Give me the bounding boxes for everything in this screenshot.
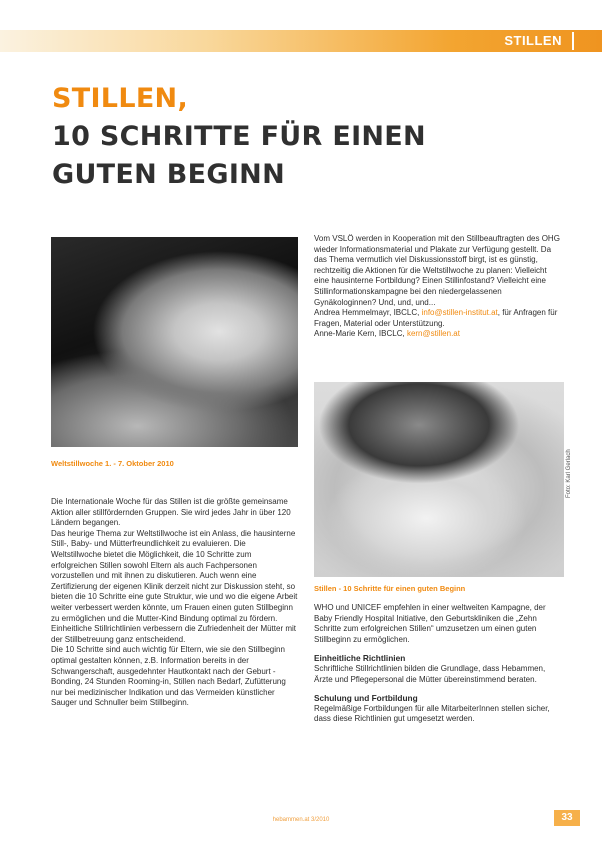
- paragraph: Das heurige Thema zur Weltstillwoche ist ein Anlass, die hausinterne Still-, Baby- und Mütterfreundlichkeit zu evaluieren. Die Weltstillwoche bietet die Möglichkeit, die 10 Schritte zum erfolgreichen Stillen sowohl Eltern als auch Fachpersonen vorzustellen und mit ihnen zu diskutieren. Auch wenn eine Zertifizierung der eigenen Klinik derzeit nicht zur Diskussion steht, so bieten die 10 Schritte eine gute Struktur, wie und wo die eigene Arbeit weiter verbessert werden könnte, um Frauen einen guten Stillbeginn zu ermöglichen und die Mutter-Kind Bindung optimal zu fördern. Einheitliche Stillrichtlinien verbessern die Zufriedenheit der Mütter mit der Stillbetreuung ganz entscheidend.: [51, 528, 298, 644]
- page-title: [52, 80, 426, 194]
- left-column-text: [51, 497, 298, 709]
- author-email-link[interactable]: kern@stillen.at: [406, 329, 460, 339]
- page-number: 33: [554, 810, 580, 826]
- section-divider: [572, 32, 574, 50]
- title-line-3: GUTEN BEGINN: [52, 159, 285, 190]
- author-line: [314, 329, 564, 340]
- right-photo-caption: Stillen - 10 Schritte für einen guten Beginn: [314, 584, 466, 593]
- left-photo-caption: Weltstillwoche 1. - 7. Oktober 2010: [51, 459, 174, 468]
- title-line-1: STILLEN,: [52, 83, 189, 114]
- paragraph: Vom VSLÖ werden in Kooperation mit den Stillbeauftragten des OHG wieder Informationsmaterial und Plakate zur Verfügung gestellt. Da das Thema vermutlich viel Diskussionsstoff birgt, ist es günstig, rechtzeitig die Aktionen für die Weltstillwoche zu planen: Vielleicht eine hausinterne Fortbildung? Einen Stillinfostand? Vielleicht eine Stillinformationskampagne bei den niedergelassenen Gynäkologinnen? Und, und, und...: [314, 234, 560, 307]
- author-name: Anne-Marie Kern, IBCLC,: [314, 329, 405, 339]
- right-column-text: [314, 603, 564, 725]
- baby-breastfeeding-photo: [51, 237, 298, 447]
- paragraph: Die 10 Schritte sind auch wichtig für Eltern, wie sie den Stillbeginn optimal gestalten können, z.B. Information bereits in der Schwangerschaft, ausgedehnter Hautkontakt nach der Geburt - Bonding, 24 Stunden Rooming-in, Stillen nach Bedarf, Zufütterung nur bei medizinischer Indikation und das Vermeiden künstlicher Sauger und Schnuller beim Stillbeginn.: [51, 645, 286, 708]
- title-line-2: 10 SCHRITTE FÜR EINEN: [52, 121, 426, 152]
- paragraph: Schriftliche Stillrichtlinien bilden die Grundlage, dass Hebammen, Ärzte und Pflegepersonal die Mütter übereinstimmend beraten.: [314, 663, 546, 684]
- author-line: [314, 308, 564, 329]
- paragraph: Die Internationale Woche für das Stillen ist die größte gemeinsame Aktion aller stillfördernden Gruppen. Sie wird jedes Jahr in über 120 Ländern begangen.: [51, 497, 291, 528]
- author-email-link[interactable]: info@stillen-institut.at: [421, 308, 498, 318]
- section-header-bar: [0, 30, 602, 52]
- author-name: Andrea Hemmelmayr, IBCLC,: [314, 308, 420, 318]
- subheading: Einheitliche Richtlinien: [314, 653, 406, 664]
- subheading: Schulung und Fortbildung: [314, 693, 418, 704]
- mother-nursing-photo: [314, 382, 564, 577]
- photo-credit: Foto: Karl Gerlach: [566, 449, 572, 498]
- paragraph: Regelmäßige Fortbildungen für alle MitarbeiterInnen stellen sicher, dass diese Richtlinien gut umgesetzt werden.: [314, 703, 550, 724]
- author-note: , für Anfragen für Fragen, Material oder Unterstützung.: [314, 308, 558, 328]
- right-column-intro: [314, 234, 564, 340]
- paragraph: WHO und UNICEF empfehlen in einer weltweiten Kampagne, der Baby Friendly Hospital Initiative, den Geburtskliniken die „Zehn Schritte zum erfolgreichen Stillen“ umzusetzen um einen guten Stillbeginn zu ermöglichen.: [314, 603, 546, 644]
- footer-publication: hebammen.at 3/2010: [272, 817, 330, 823]
- section-label: STILLEN: [504, 33, 562, 48]
